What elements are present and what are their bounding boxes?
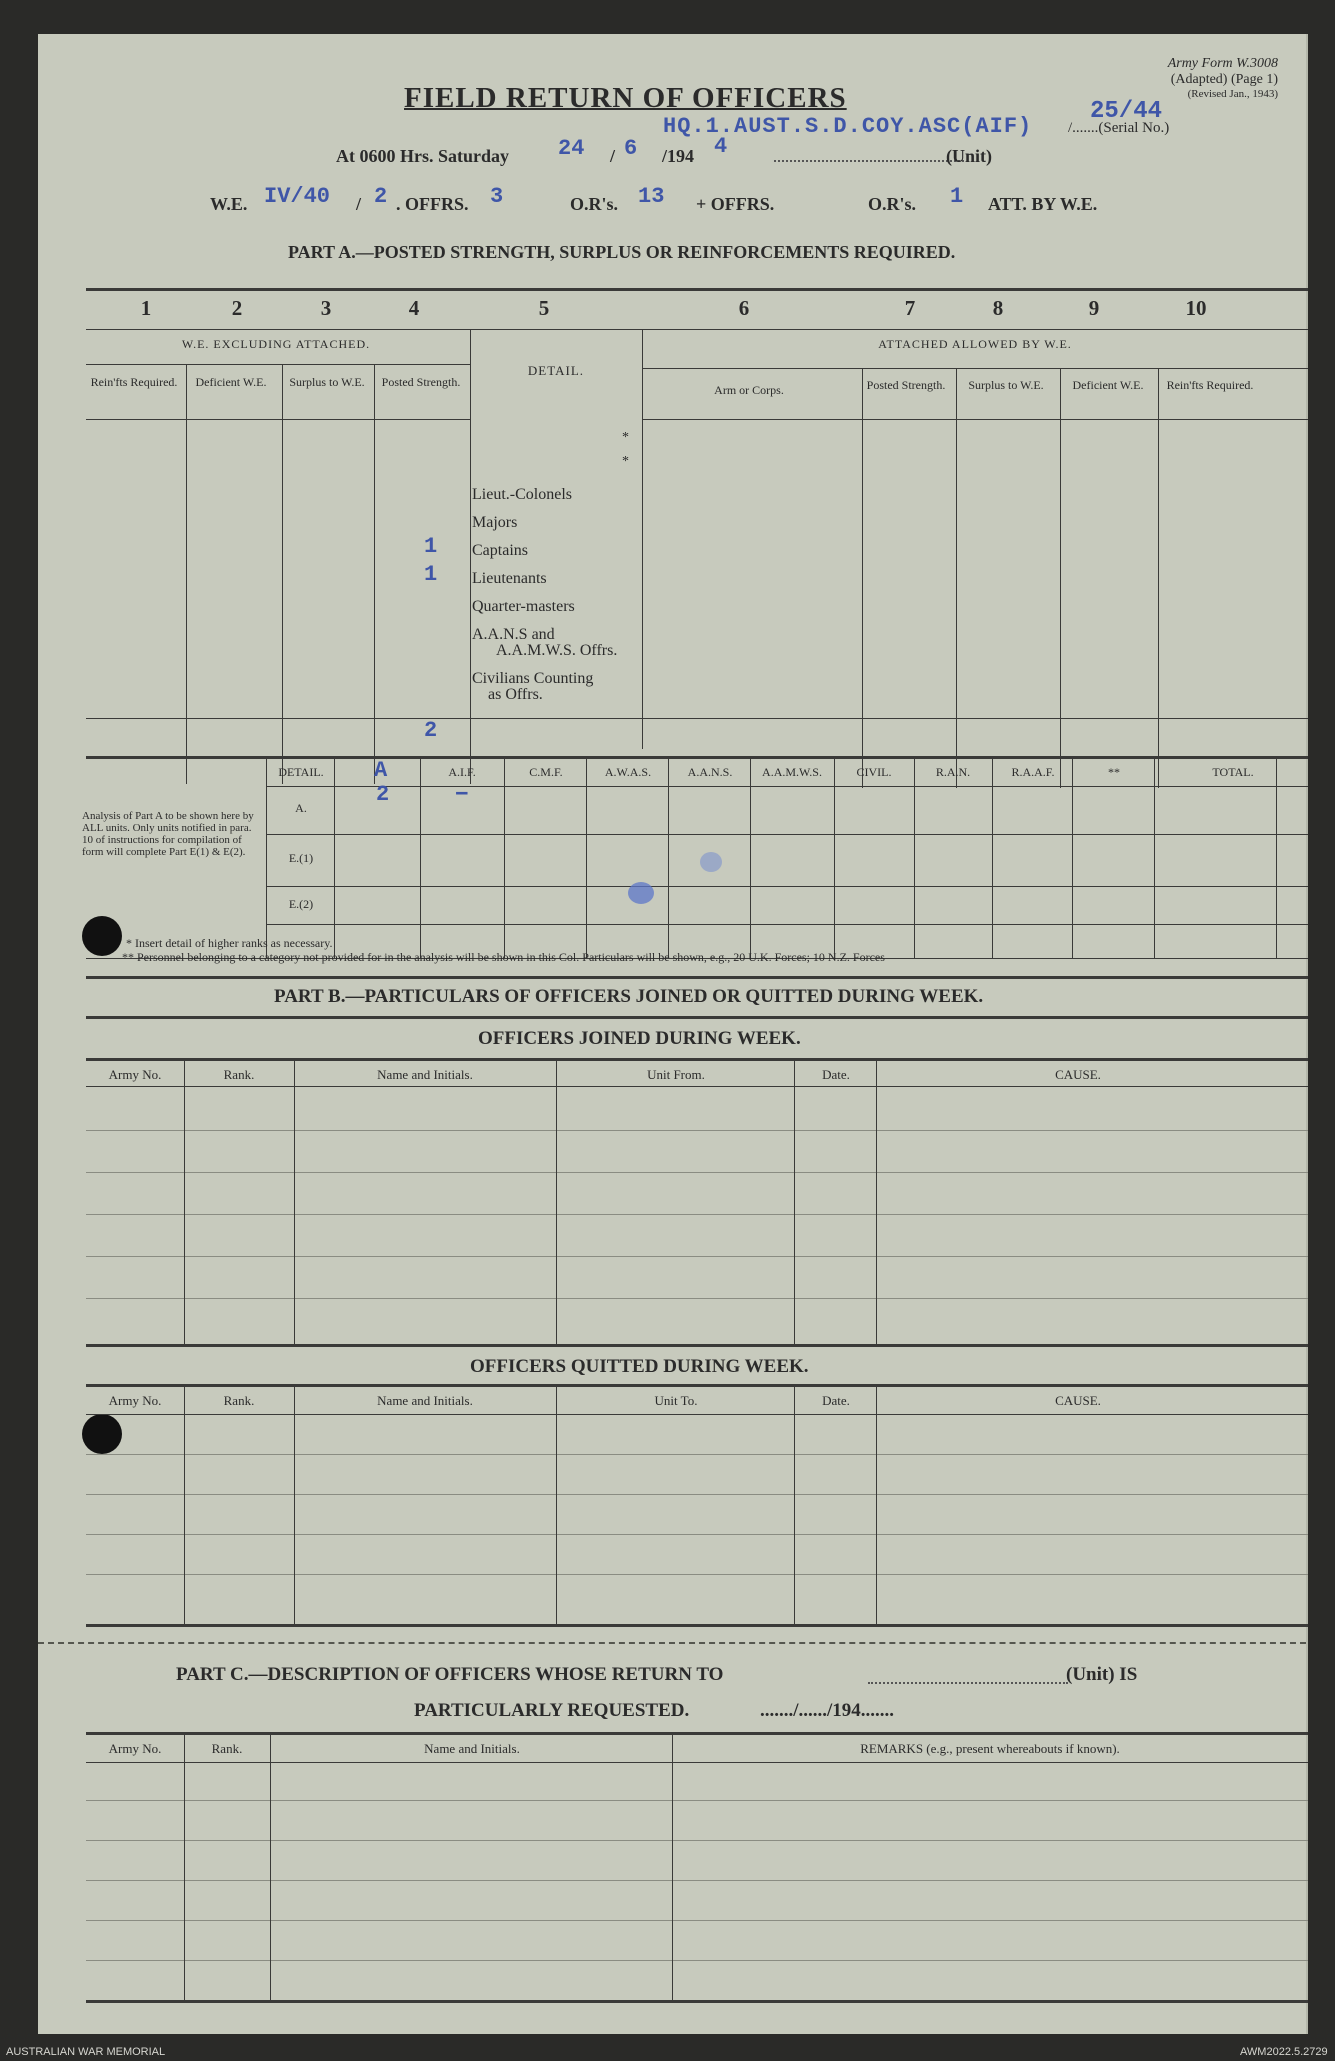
offrs-label: . OFFRS. xyxy=(396,194,469,214)
joined-header-unit-from: Unit From. xyxy=(647,1067,705,1082)
joined-header-army-no: Army No. xyxy=(108,1067,162,1082)
analysis-row-e1: E.(1) xyxy=(288,851,314,865)
perforation-line xyxy=(38,1642,1306,1644)
col-num-8: 8 xyxy=(992,296,1004,320)
serial-label: /.......(Serial No.) xyxy=(1068,120,1170,136)
col-num-2: 2 xyxy=(231,296,243,320)
rank-civilians-counting: Civilians Counting xyxy=(472,670,594,687)
col-num-10: 10 xyxy=(1185,296,1207,320)
part-c-header-army-no: Army No. xyxy=(108,1741,162,1756)
part-c-unit-is: (Unit) IS xyxy=(1066,1664,1138,1685)
att-by-we-label: ATT. BY W.E. xyxy=(988,194,1098,214)
col-num-4: 4 xyxy=(408,296,420,320)
lieutenants-handwritten: 1 xyxy=(424,562,438,587)
offrs-handwritten: 3 xyxy=(490,184,504,209)
analysis-header-ran: R.A.N. xyxy=(935,765,971,779)
quitted-header-army-no: Army No. xyxy=(108,1393,162,1408)
joined-header-cause: CAUSE. xyxy=(1055,1067,1101,1082)
col-num-9: 9 xyxy=(1088,296,1100,320)
form-sheet xyxy=(38,34,1308,2034)
col-num-3: 3 xyxy=(320,296,332,320)
analysis-a-handwritten: 2 xyxy=(376,782,390,807)
form-title: FIELD RETURN OF OFFICERS xyxy=(404,82,847,114)
analysis-header-awas: A.W.A.S. xyxy=(604,765,652,779)
rank-lieut-colonels: Lieut.-Colonels xyxy=(472,486,572,503)
rank-aans: A.A.N.S and xyxy=(472,626,555,643)
header-posted-strength-right: Posted Strength. xyxy=(866,378,946,392)
form-id-line1: Army Form W.3008 xyxy=(1167,56,1278,71)
we-label: W.E. xyxy=(210,194,248,214)
analysis-header-raaf: R.A.A.F. xyxy=(1011,765,1055,779)
rank-as-offrs: as Offrs. xyxy=(488,686,543,703)
captains-handwritten: 1 xyxy=(424,534,438,559)
form-id-line3: (Revised Jan., 1943) xyxy=(1187,88,1278,100)
total-posted-handwritten: 2 xyxy=(424,718,438,743)
joined-header-name: Name and Initials. xyxy=(377,1067,473,1082)
month-handwritten: 6 xyxy=(624,136,638,161)
col-num-6: 6 xyxy=(738,296,750,320)
header-arm-or-corps: Arm or Corps. xyxy=(714,383,784,397)
ors2-label: O.R's. xyxy=(868,194,917,214)
col-num-1: 1 xyxy=(140,296,152,320)
analysis-aif-handwritten: – xyxy=(454,778,470,808)
year-handwritten: 4 xyxy=(714,134,728,159)
ors-handwritten: 13 xyxy=(638,184,665,209)
part-c-date-blank: ......./....../194....... xyxy=(760,1700,895,1721)
serial-number-handwritten: 25/44 xyxy=(1090,98,1163,125)
rank-majors: Majors xyxy=(472,514,518,531)
footer-right: AWM2022.5.2729 xyxy=(1240,2046,1328,2058)
quitted-heading: OFFICERS QUITTED DURING WEEK. xyxy=(470,1356,809,1377)
analysis-header-a-handwritten: A xyxy=(374,758,388,783)
ors2-handwritten: 1 xyxy=(950,184,964,209)
attached-allowed-by-we: ATTACHED ALLOWED BY W.E. xyxy=(878,337,1072,351)
header-reinfts-required-left: Rein'fts Required. xyxy=(90,375,178,389)
header-deficient-we-right: Deficient W.E. xyxy=(1072,378,1144,392)
col-num-7: 7 xyxy=(904,296,916,320)
analysis-header-other: ** xyxy=(1108,765,1120,779)
analysis-header-aans: A.A.N.S. xyxy=(687,765,733,779)
analysis-header-aamws: A.A.M.W.S. xyxy=(762,765,822,779)
we-number-handwritten: 2 xyxy=(374,184,388,209)
footer-left: AUSTRALIAN WAR MEMORIAL xyxy=(6,2046,166,2058)
unit-dotted-line xyxy=(774,160,964,162)
part-c-header-rank: Rank. xyxy=(211,1741,243,1756)
ors-label: O.R's. xyxy=(570,194,619,214)
part-c-unit-dotted xyxy=(868,1682,1068,1684)
day-handwritten: 24 xyxy=(558,136,585,161)
analysis-header-detail: DETAIL. xyxy=(278,765,324,779)
year-prefix: /194 xyxy=(662,146,695,166)
joined-heading: OFFICERS JOINED DURING WEEK. xyxy=(478,1028,801,1049)
joined-header-date: Date. xyxy=(822,1067,850,1082)
quitted-header-cause: CAUSE. xyxy=(1055,1393,1101,1408)
col-num-5: 5 xyxy=(538,296,550,320)
part-c-header-remarks: REMARKS (e.g., present whereabouts if known). xyxy=(860,1741,1120,1756)
analysis-row-e2: E.(2) xyxy=(288,897,314,911)
part-b-heading: PART B.—PARTICULARS OF OFFICERS JOINED OR QUITTED DURING WEEK. xyxy=(274,986,984,1007)
header-reinfts-required-right: Rein'fts Required. xyxy=(1166,378,1254,392)
detail-header: DETAIL. xyxy=(527,363,585,378)
rank-lieutenants: Lieutenants xyxy=(472,570,547,587)
footnote-other-category: ** Personnel belonging to a category not provided for in the analysis will be shown in this Col. Particulars will be shown, e.g., 20 U.K. Forces; 10 N.Z. Forces xyxy=(122,950,885,964)
we-separator: / xyxy=(356,194,362,214)
quitted-header-unit-to: Unit To. xyxy=(654,1393,698,1408)
analysis-header-cmf: C.M.F. xyxy=(529,765,563,779)
joined-header-rank: Rank. xyxy=(223,1067,255,1082)
quitted-header-date: Date. xyxy=(822,1393,850,1408)
ink-blot xyxy=(628,882,654,904)
date-slash: / xyxy=(610,146,616,166)
form-id-line2: (Adapted) (Page 1) xyxy=(1170,72,1278,87)
quitted-header-rank: Rank. xyxy=(223,1393,255,1408)
footnote-higher-ranks: * Insert detail of higher ranks as necessary. xyxy=(126,936,333,950)
analysis-header-total: TOTAL. xyxy=(1212,765,1254,779)
unit-handwritten: HQ.1.AUST.S.D.COY.ASC(AIF) xyxy=(663,114,1033,139)
header-posted-strength-left: Posted Strength. xyxy=(381,375,461,389)
rank-captains: Captains xyxy=(472,542,528,559)
header-surplus-we-left: Surplus to W.E. xyxy=(289,375,365,389)
part-c-heading-line1: PART C.—DESCRIPTION OF OFFICERS WHOSE RETURN TO xyxy=(176,1664,724,1685)
plus-offrs-label: + OFFRS. xyxy=(696,194,775,214)
asterisk-1: * xyxy=(622,430,629,445)
punch-hole-top xyxy=(82,916,122,956)
quitted-header-name: Name and Initials. xyxy=(377,1393,473,1408)
analysis-header-aif: A.I.F. xyxy=(448,765,476,779)
asterisk-2: * xyxy=(622,454,629,469)
analysis-row-a: A. xyxy=(295,801,307,815)
analysis-header-civil: CIVIL. xyxy=(856,765,892,779)
part-c-header-name: Name and Initials. xyxy=(424,1741,520,1756)
part-c-heading-line2: PARTICULARLY REQUESTED. xyxy=(414,1700,690,1721)
analysis-note: Analysis of Part A to be shown here by ALL units. Only units notified in para. 10 of instructions for compilation of form will complete Part E(1) & E(2). xyxy=(82,810,254,858)
we-excluding-attached: W.E. EXCLUDING ATTACHED. xyxy=(181,337,371,351)
header-surplus-we-right: Surplus to W.E. xyxy=(968,378,1044,392)
we-handwritten: IV/40 xyxy=(264,184,331,209)
at-hours-label: At 0600 Hrs. Saturday xyxy=(336,146,510,166)
rank-quarter-masters: Quarter-masters xyxy=(472,598,575,615)
ink-blot-2 xyxy=(700,852,722,872)
punch-hole-bottom xyxy=(82,1414,122,1454)
rank-aamws-offrs: A.A.M.W.S. Offrs. xyxy=(496,642,618,659)
header-deficient-we-left: Deficient W.E. xyxy=(195,375,267,389)
part-a-heading: PART A.—POSTED STRENGTH, SURPLUS OR REINFORCEMENTS REQUIRED. xyxy=(288,242,956,262)
unit-label: (Unit) xyxy=(946,146,992,166)
